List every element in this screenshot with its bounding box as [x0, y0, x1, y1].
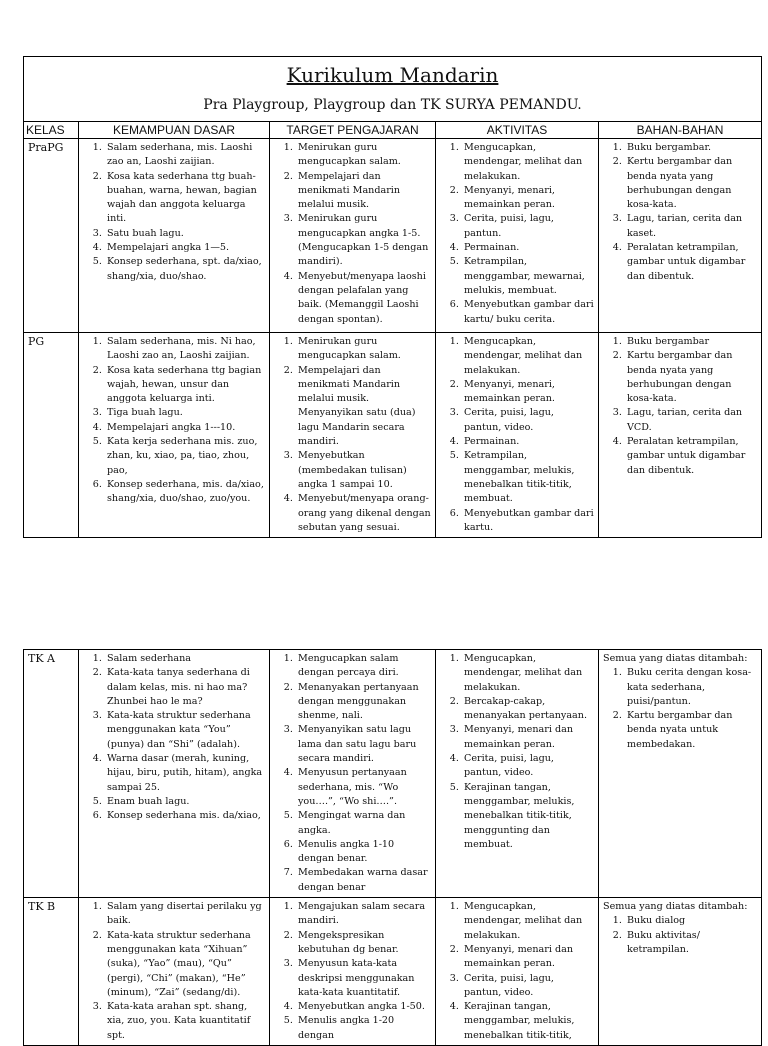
list-item: 5. Konsep sederhana, spt. da/xiao, shang/xia, duo/shao. — [105, 255, 265, 284]
list-item: 3. Cerita, puisi, lagu, pantun, video. — [462, 972, 594, 1001]
bahan-cell — [599, 650, 762, 898]
list-item: 1. Mengucapkan, mendengar, melihat dan melakukan. — [462, 652, 594, 695]
table-row — [24, 898, 762, 1046]
aktivitas-list — [440, 335, 594, 535]
list-item: 2. Mempelajari dan menikmati Mandarin melalui musik. Menyanyikan satu (dua) lagu Mandarin secara mandiri. — [296, 364, 431, 450]
kelas-cell: TK B — [24, 898, 79, 1046]
list-item: 3. Cerita, puisi, lagu, pantun. — [462, 212, 594, 241]
list-item: 1. Buku bergambar. — [625, 141, 757, 155]
bahan-list — [603, 141, 757, 284]
aktivitas-list — [440, 652, 594, 852]
table-row — [24, 333, 762, 538]
list-item: 4. Warna dasar (merah, kuning, hijau, biru, putih, hitam), angka sampai 25. — [105, 752, 265, 795]
list-item: 1. Mengucapkan, mendengar, melihat dan melakukan. — [462, 900, 594, 943]
list-item: 3. Kata-kata arahan spt. shang, xia, zuo, you. Kata kuantitatif spt. — [105, 1000, 265, 1043]
list-item: 2. Kosa kata sederhana ttg bagian wajah, hewan, unsur dan anggota keluarga inti. — [105, 364, 265, 407]
list-item: 4. Menyebut/menyapa orang-orang yang dikenal dengan sebutan yang sesuai. — [296, 492, 431, 535]
list-item: 4. Permainan. — [462, 241, 594, 255]
list-item: 1. Buku bergambar — [625, 335, 757, 349]
list-item: 2. Mempelajari dan menikmati Mandarin melalui musik. — [296, 170, 431, 213]
header-kemampuan: KEMAMPUAN DASAR — [79, 122, 270, 139]
target-list — [274, 900, 431, 1043]
target-list — [274, 335, 431, 535]
list-item: 2. Menyanyi, menari, memainkan peran. — [462, 184, 594, 213]
list-item: 4. Mempelajari angka 1—5. — [105, 241, 265, 255]
list-item: 4. Peralatan ketrampilan, gambar untuk digambar dan dibentuk. — [625, 435, 757, 478]
list-item: 2. Kosa kata sederhana ttg buah-buahan, warna, hewan, bagian wajah dan anggota keluarga inti. — [105, 170, 265, 227]
list-item: 2. Bercakap-cakap, menanyakan pertanyaan. — [462, 695, 594, 724]
kemampuan-list — [83, 652, 265, 824]
list-item: 3. Tiga buah lagu. — [105, 406, 265, 420]
list-item: 4. Menyebutkan angka 1-50. — [296, 1000, 431, 1014]
list-item: 4. Menyebut/menyapa laoshi dengan pelafalan yang baik. (Memanggil Laoshi dengan spontan). — [296, 270, 431, 327]
kemampuan-cell — [79, 898, 270, 1046]
bahan-cell — [599, 139, 762, 333]
document-title: Kurikulum Mandarin — [286, 63, 499, 87]
list-item: 6. Konsep sederhana, mis. da/xiao, shang/xia, duo/shao, zuo/you. — [105, 478, 265, 507]
bahan-cell — [599, 898, 762, 1046]
list-item: 2. Kartu bergambar dan benda nyata untuk membedakan. — [625, 709, 757, 752]
aktivitas-cell — [436, 333, 599, 538]
list-item: 6. Konsep sederhana mis. da/xiao, — [105, 809, 265, 823]
list-item: 5. Kerajinan tangan, menggambar, melukis, menebalkan titik-titik, menggunting dan membuat. — [462, 781, 594, 852]
header-row — [24, 122, 762, 139]
list-item: 2. Mengekspresikan kebutuhan dg benar. — [296, 929, 431, 958]
list-item: 2. Kata-kata tanya sederhana di dalam kelas, mis. ni hao ma? Zhunbei hao le ma? — [105, 666, 265, 709]
list-item: 5. Enam buah lagu. — [105, 795, 265, 809]
list-item: 3. Menyanyi, menari dan memainkan peran. — [462, 723, 594, 752]
kelas-cell: TK A — [24, 650, 79, 898]
bahan-intro: Semua yang diatas ditambah: — [603, 901, 748, 913]
kemampuan-list — [83, 335, 265, 507]
list-item: 4. Permainan. — [462, 435, 594, 449]
list-item: 2. Kartu bergambar dan benda nyata yang berhubungan dengan kosa-kata. — [625, 349, 757, 406]
kemampuan-cell — [79, 139, 270, 333]
kelas-cell: PG — [24, 333, 79, 538]
table-row — [24, 650, 762, 898]
kemampuan-cell — [79, 333, 270, 538]
list-item: 5. Kata kerja sederhana mis. zuo, zhan, ku, xiao, pa, tiao, zhou, pao, — [105, 435, 265, 478]
target-list — [274, 141, 431, 327]
kemampuan-list — [83, 900, 265, 1043]
document-subtitle: Pra Playgroup, Playgroup dan TK SURYA PEMANDU. — [203, 97, 582, 113]
list-item: 2. Buku aktivitas/ ketrampilan. — [625, 929, 757, 958]
curriculum-table-top — [23, 56, 762, 538]
target-cell — [270, 650, 436, 898]
list-item: 1. Menirukan guru mengucapkan salam. — [296, 141, 431, 170]
list-item: 4. Kerajinan tangan, menggambar, melukis, menebalkan titik-titik, — [462, 1000, 594, 1043]
bahan-cell — [599, 333, 762, 538]
list-item: 6. Menulis angka 1-10 dengan benar. — [296, 838, 431, 867]
list-item: 5. Menulis angka 1-20 dengan — [296, 1014, 431, 1043]
list-item: 4. Mempelajari angka 1---10. — [105, 421, 265, 435]
list-item: 1. Buku dialog — [625, 914, 757, 928]
list-item: 3. Kata-kata struktur sederhana menggunakan kata “You” (punya) dan “Shi” (adalah). — [105, 709, 265, 752]
list-item: 1. Salam sederhana, mis. Ni hao, Laoshi zao an, Laoshi zaijian. — [105, 335, 265, 364]
kelas-cell: PraPG — [24, 139, 79, 333]
list-item: 3. Satu buah lagu. — [105, 227, 265, 241]
list-item: 1. Salam yang disertai perilaku yg baik. — [105, 900, 265, 929]
list-item: 1. Mengucapkan, mendengar, melihat dan melakukan. — [462, 335, 594, 378]
aktivitas-cell — [436, 898, 599, 1046]
list-item: 2. Menyanyi, menari, memainkan peran. — [462, 378, 594, 407]
list-item: 3. Menyusun kata-kata deskripsi menggunakan kata-kata kuantitatif. — [296, 957, 431, 1000]
target-cell — [270, 139, 436, 333]
list-item: 3. Menyebutkan (membedakan tulisan) angka 1 sampai 10. — [296, 449, 431, 492]
list-item: 1. Buku cerita dengan kosa-kata sederhana, puisi/pantun. — [625, 666, 757, 709]
header-aktivitas: AKTIVITAS — [436, 122, 599, 139]
target-cell — [270, 333, 436, 538]
title-cell — [24, 57, 762, 122]
bahan-list — [603, 335, 757, 478]
list-item: 1. Menirukan guru mengucapkan salam. — [296, 335, 431, 364]
table-row — [24, 139, 762, 333]
kemampuan-list — [83, 141, 265, 284]
list-item: 5. Ketrampilan, menggambar, mewarnai, melukis, membuat. — [462, 255, 594, 298]
header-kelas: KELAS — [24, 122, 79, 139]
list-item: 1. Salam sederhana — [105, 652, 265, 666]
target-list — [274, 652, 431, 895]
bahan-list — [603, 914, 757, 957]
list-item: 2. Menanyakan pertanyaan dengan menggunakan shenme, nali. — [296, 681, 431, 724]
list-item: 7. Membedakan warna dasar dengan benar — [296, 866, 431, 895]
list-item: 5. Mengingat warna dan angka. — [296, 809, 431, 838]
aktivitas-list — [440, 141, 594, 327]
list-item: 3. Cerita, puisi, lagu, pantun, video. — [462, 406, 594, 435]
list-item: 4. Peralatan ketrampilan, gambar untuk digambar dan dibentuk. — [625, 241, 757, 284]
list-item: 2. Kata-kata struktur sederhana menggunakan kata “Xihuan” (suka), “Yao” (mau), “Qu” (pergi), “Chi” (makan), “He” (minum), “Zai” (sedang/di). — [105, 929, 265, 1000]
list-item: 3. Lagu, tarian, cerita dan kaset. — [625, 212, 757, 241]
aktivitas-list — [440, 900, 594, 1043]
list-item: 6. Menyebutkan gambar dari kartu/ buku cerita. — [462, 298, 594, 327]
list-item: 1. Mengucapkan salam dengan percaya diri. — [296, 652, 431, 681]
list-item: 2. Kertu bergambar dan benda nyata yang berhubungan dengan kosa-kata. — [625, 155, 757, 212]
list-item: 6. Menyebutkan gambar dari kartu. — [462, 507, 594, 536]
bahan-intro: Semua yang diatas ditambah: — [603, 653, 748, 664]
list-item: 1. Salam sederhana, mis. Laoshi zao an, Laoshi zaijian. — [105, 141, 265, 170]
kemampuan-cell — [79, 650, 270, 898]
list-item: 1. Mengucapkan, mendengar, melihat dan melakukan. — [462, 141, 594, 184]
list-item: 5. Ketrampilan, menggambar, melukis, menebalkan titik-titik, membuat. — [462, 449, 594, 506]
target-cell — [270, 898, 436, 1046]
list-item: 4. Menyusun pertanyaan sederhana, mis. “Wo you….”, “Wo shi….”. — [296, 766, 431, 809]
list-item: 3. Menyanyikan satu lagu lama dan satu lagu baru secara mandiri. — [296, 723, 431, 766]
list-item: 3. Lagu, tarian, cerita dan VCD. — [625, 406, 757, 435]
aktivitas-cell — [436, 650, 599, 898]
header-bahan: BAHAN-BAHAN — [599, 122, 762, 139]
bahan-list — [603, 666, 757, 752]
list-item: 2. Menyanyi, menari dan memainkan peran. — [462, 943, 594, 972]
list-item: 4. Cerita, puisi, lagu, pantun, video. — [462, 752, 594, 781]
list-item: 1. Mengajukan salam secara mandiri. — [296, 900, 431, 929]
header-target: TARGET PENGAJARAN — [270, 122, 436, 139]
list-item: 3. Menirukan guru mengucapkan angka 1-5. (Mengucapkan 1-5 dengan mandiri). — [296, 212, 431, 269]
curriculum-table-bottom — [23, 649, 762, 1046]
aktivitas-cell — [436, 139, 599, 333]
